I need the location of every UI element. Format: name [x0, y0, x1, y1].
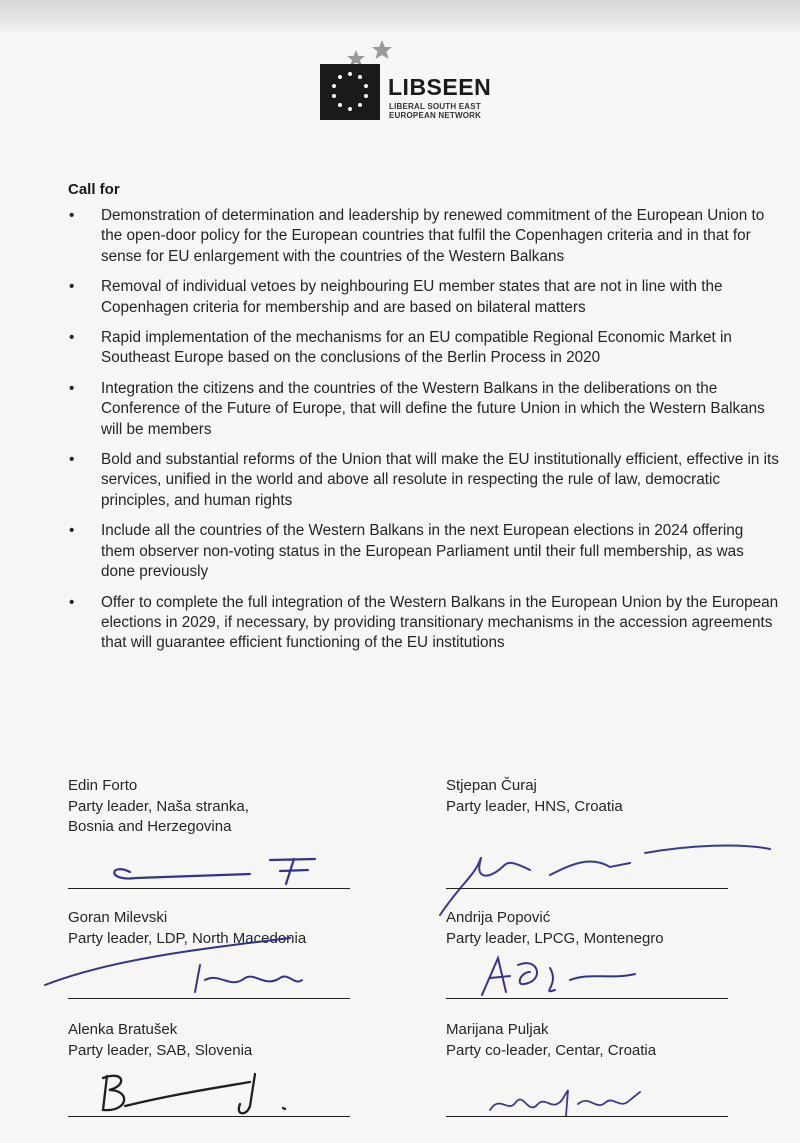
signature-line	[68, 888, 350, 889]
logo-name: LIBSEEN	[388, 74, 492, 100]
signatory-popovic	[446, 908, 664, 949]
signatory-role: Party leader, LPCG, Montenegro	[446, 929, 664, 947]
signatory-role: Party leader, LDP, North Macedonia	[68, 929, 307, 947]
list-item	[68, 206, 780, 267]
signatory-role: Party leader, HNS, Croatia	[446, 797, 623, 815]
list-item	[68, 277, 780, 318]
list-item	[68, 328, 780, 369]
list-item	[68, 379, 780, 440]
list-item-text: Rapid implementation of the mechanisms for an EU compatible Regional Economic Market in Southeast Europe based on the conclusions of the Berlin Process in 2020	[101, 329, 732, 367]
list-item	[68, 450, 780, 511]
bullet-icon: •	[69, 207, 75, 224]
call-for-heading: Call for	[68, 181, 120, 198]
signatory-name: Stjepan Čuraj	[446, 777, 537, 794]
top-band	[0, 0, 800, 32]
logo-subtitle-line1: LIBERAL SOUTH EAST	[389, 102, 481, 111]
list-item-text: Include all the countries of the Western Balkans in the next European elections in 2024 offering them observer non-voting status in the European Parliament until their full membership, as was done previously	[101, 522, 744, 581]
eu-stars-icon	[320, 64, 380, 120]
bullet-icon: •	[69, 593, 75, 611]
signatory-name: Andrija Popović	[446, 909, 551, 926]
signatory-name: Goran Milevski	[68, 909, 168, 926]
signature-line	[68, 998, 350, 999]
signatory-name: Marijana Puljak	[446, 1021, 549, 1038]
bullet-icon: •	[69, 451, 75, 469]
call-for-list	[68, 206, 780, 664]
bullet-icon: •	[69, 278, 75, 296]
signature-forto	[100, 850, 340, 890]
signatory-role: Party co-leader, Centar, Croatia	[446, 1041, 657, 1059]
signatory-name: Alenka Bratušek	[68, 1021, 178, 1038]
signature-milevski	[40, 920, 340, 995]
signature-line	[446, 998, 728, 999]
list-item-text: Demonstration of determination and leadership by renewed commitment of the European Union to the open-door policy for the European countries that fulfil the Copenhagen criteria and in that for sense for EU enlargement with the countries of the Western Balkans	[101, 207, 765, 265]
signatory-forto	[68, 776, 249, 838]
bullet-icon: •	[69, 329, 75, 347]
signature-line	[68, 1116, 350, 1117]
signatory-name: Edin Forto	[68, 777, 138, 794]
list-item-text: Integration the citizens and the countries of the Western Balkans in the deliberations on the Conference of the Future of Europe, that will define the future Union in which the Western Balkans will be members	[101, 379, 765, 438]
signatory-role: Party leader, Naša stranka,	[68, 797, 249, 815]
logo-subtitle	[389, 102, 481, 120]
list-item-text: Removal of individual vetoes by neighbouring EU member states that are not in line with the Copenhagen criteria for membership and are based on bilateral matters	[101, 278, 723, 316]
bullet-icon: •	[69, 522, 75, 540]
signature-bratusek	[85, 1066, 315, 1121]
signature-line	[446, 888, 728, 889]
logo-box	[320, 64, 380, 120]
libseen-logo	[320, 38, 520, 128]
signatory-puljak	[446, 1020, 656, 1061]
list-item-text: Offer to complete the full integration of the Western Balkans in the European Union by the European elections in 2029, if necessary, by providing transitionary mechanisms in the accession agreements that will guarantee efficient functioning of the EU institutions	[101, 593, 779, 652]
signatory-curaj	[446, 776, 623, 817]
signatory-role: Party leader, SAB, Slovenia	[68, 1041, 253, 1059]
list-item	[68, 521, 780, 582]
logo-subtitle-line2: EUROPEAN NETWORK	[389, 111, 482, 120]
list-item	[68, 593, 780, 654]
list-item-text: Bold and substantial reforms of the Union that will make the EU institutionally efficient, effective in its services, unified in the world and above all resolute in respecting the rule of law, democratic principles, and human rights	[101, 451, 779, 509]
bullet-icon: •	[69, 379, 75, 397]
signature-line	[446, 1116, 728, 1117]
signatory-bratusek	[68, 1020, 252, 1061]
signature-popovic	[460, 950, 660, 1000]
signatory-country: Bosnia and Herzegovina	[68, 818, 232, 835]
